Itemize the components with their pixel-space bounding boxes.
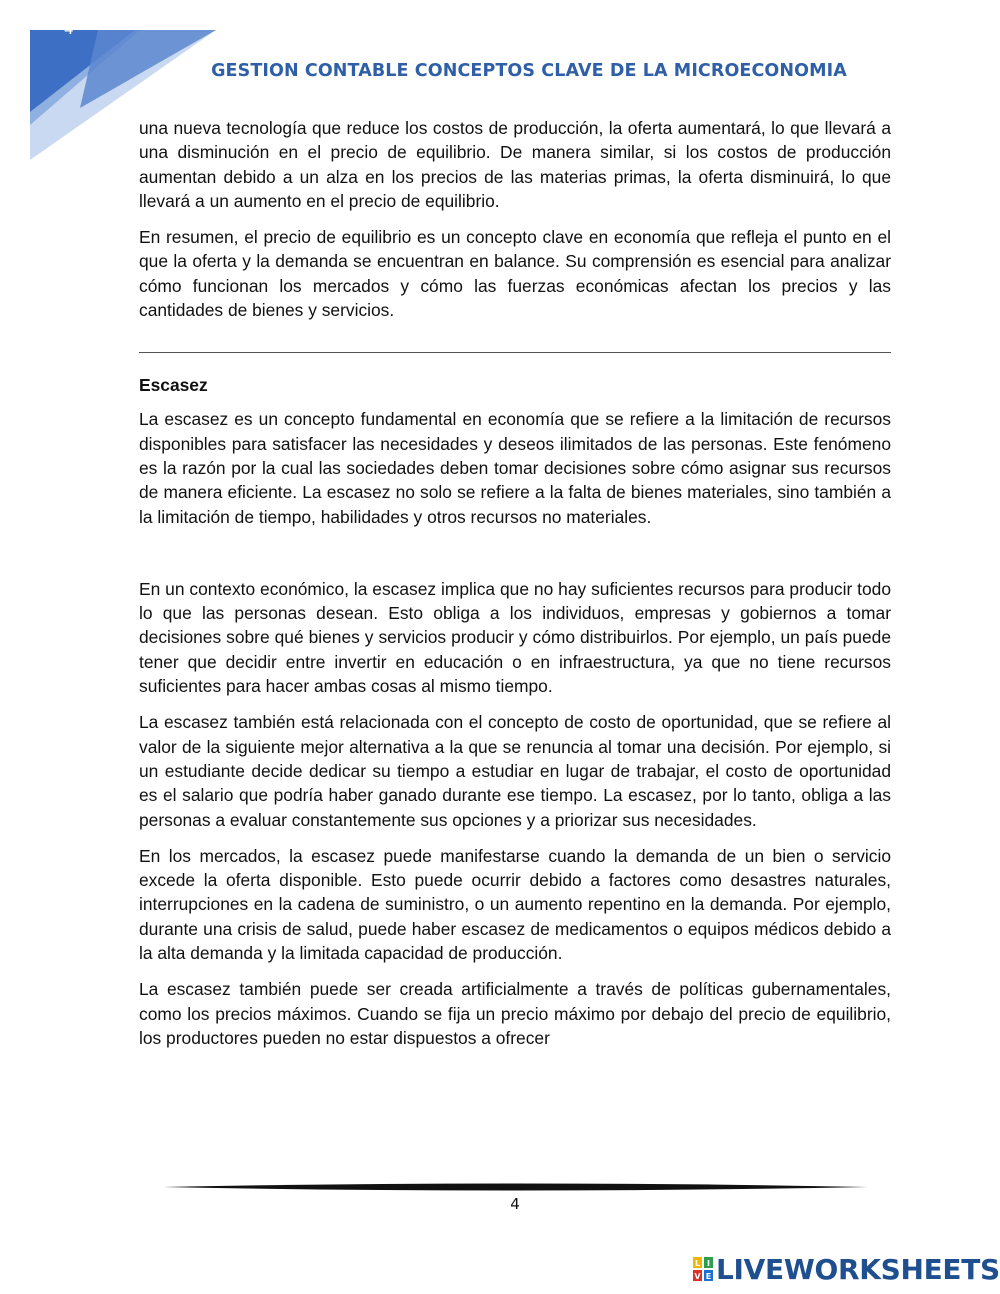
footer-page-number: 4 [510,1195,520,1213]
section-paragraph: La escasez también está relacionada con el concepto de costo de oportunidad, que se refiere al valor de la siguiente mejor alternativa a la que se renuncia al tomar una decisión. Por ejemplo, si un estudiante decide dedicar su tiempo a estudiar en lugar de trabajar, el costo de oportunidad es el salario que podría haber ganado durante ese tiempo. La escasez, por lo tanto, obliga a las personas a evaluar constantemente sus opciones y a priorizar sus necesidades. [139,712,891,830]
section-paragraph: En los mercados, la escasez puede manifestarse cuando la demanda de un bien o servicio excede la oferta disponible. Esto puede ocurrir debido a factores como desastres naturales, interrupciones en la cadena de suministro, o un aumento repentino en la demanda. Por ejemplo, durante una crisis de salud, puede haber escasez de medicamentos o equipos médicos debido a la alta demanda y la limitada capacidad de producción. [139,845,891,964]
logo-letter: V [694,1272,701,1281]
liveworksheets-brand[interactable] [692,1252,1000,1286]
section-paragraph: En un contexto económico, la escasez implica que no hay suficientes recursos para producir todo lo que las personas desean. Esto obliga a los individuos, empresas y gobiernos a tomar decisiones sobre qué bienes y servicios producir y cómo distribuirlos. Por ejemplo, un país puede tener que decidir entre invertir en educación o en infraestructura, ya que no tiene recursos suficientes para hacer ambas cosas al mismo tiempo. [139,578,891,697]
page-content [139,116,891,1062]
liveworksheets-wordmark: LIVEWORKSHEETS [716,1252,1000,1286]
intro-paragraph: una nueva tecnología que reduce los costos de producción, la oferta aumentará, lo que llevará a una disminución en el precio de equilibrio. De manera similar, si los costos de producción aumentan debido a un alza en los precios de las materias primas, la oferta disminuirá, lo que llevará a un aumento en el precio de equilibrio. [139,118,891,211]
section-heading: Escasez [139,375,208,396]
logo-letter: L [694,1259,701,1268]
section-paragraph: La escasez es un concepto fundamental en economía que se refiere a la limitación de recursos disponibles para satisfacer las necesidades y deseos ilimitados de las personas. Este fenómeno es la razón por la cual las sociedades deben tomar decisiones sobre cómo asignar sus recursos de manera eficiente. La escasez no solo se refiere a la falta de bienes materiales, sino también a la limitación de tiempo, habilidades y otros recursos no materiales. [139,409,891,527]
section-divider [139,352,891,353]
footer-divider [163,1180,868,1194]
liveworksheets-logo-icon [692,1256,714,1282]
intro-paragraph: En resumen, el precio de equilibrio es un concepto clave en economía que refleja el punto en el que la oferta y la demanda se encuentran en balance. Su comprensión es esencial para analizar cómo funcionan los mercados y cómo las fuerzas económicas afectan los precios y las cantidades de bienes y servicios. [139,227,891,321]
logo-letter: I [707,1259,710,1268]
document-title: GESTION CONTABLE CONCEPTOS CLAVE DE LA MICROECONOMIA [211,61,847,81]
header-page-number: 4 [64,20,74,38]
section-paragraph: La escasez también puede ser creada artificialmente a través de políticas gubernamentales, como los precios máximos. Cuando se fija un precio máximo por debajo del precio de equilibrio, los productores pueden no estar dispuestos a ofrecer [139,979,891,1048]
logo-letter: E [705,1272,712,1281]
